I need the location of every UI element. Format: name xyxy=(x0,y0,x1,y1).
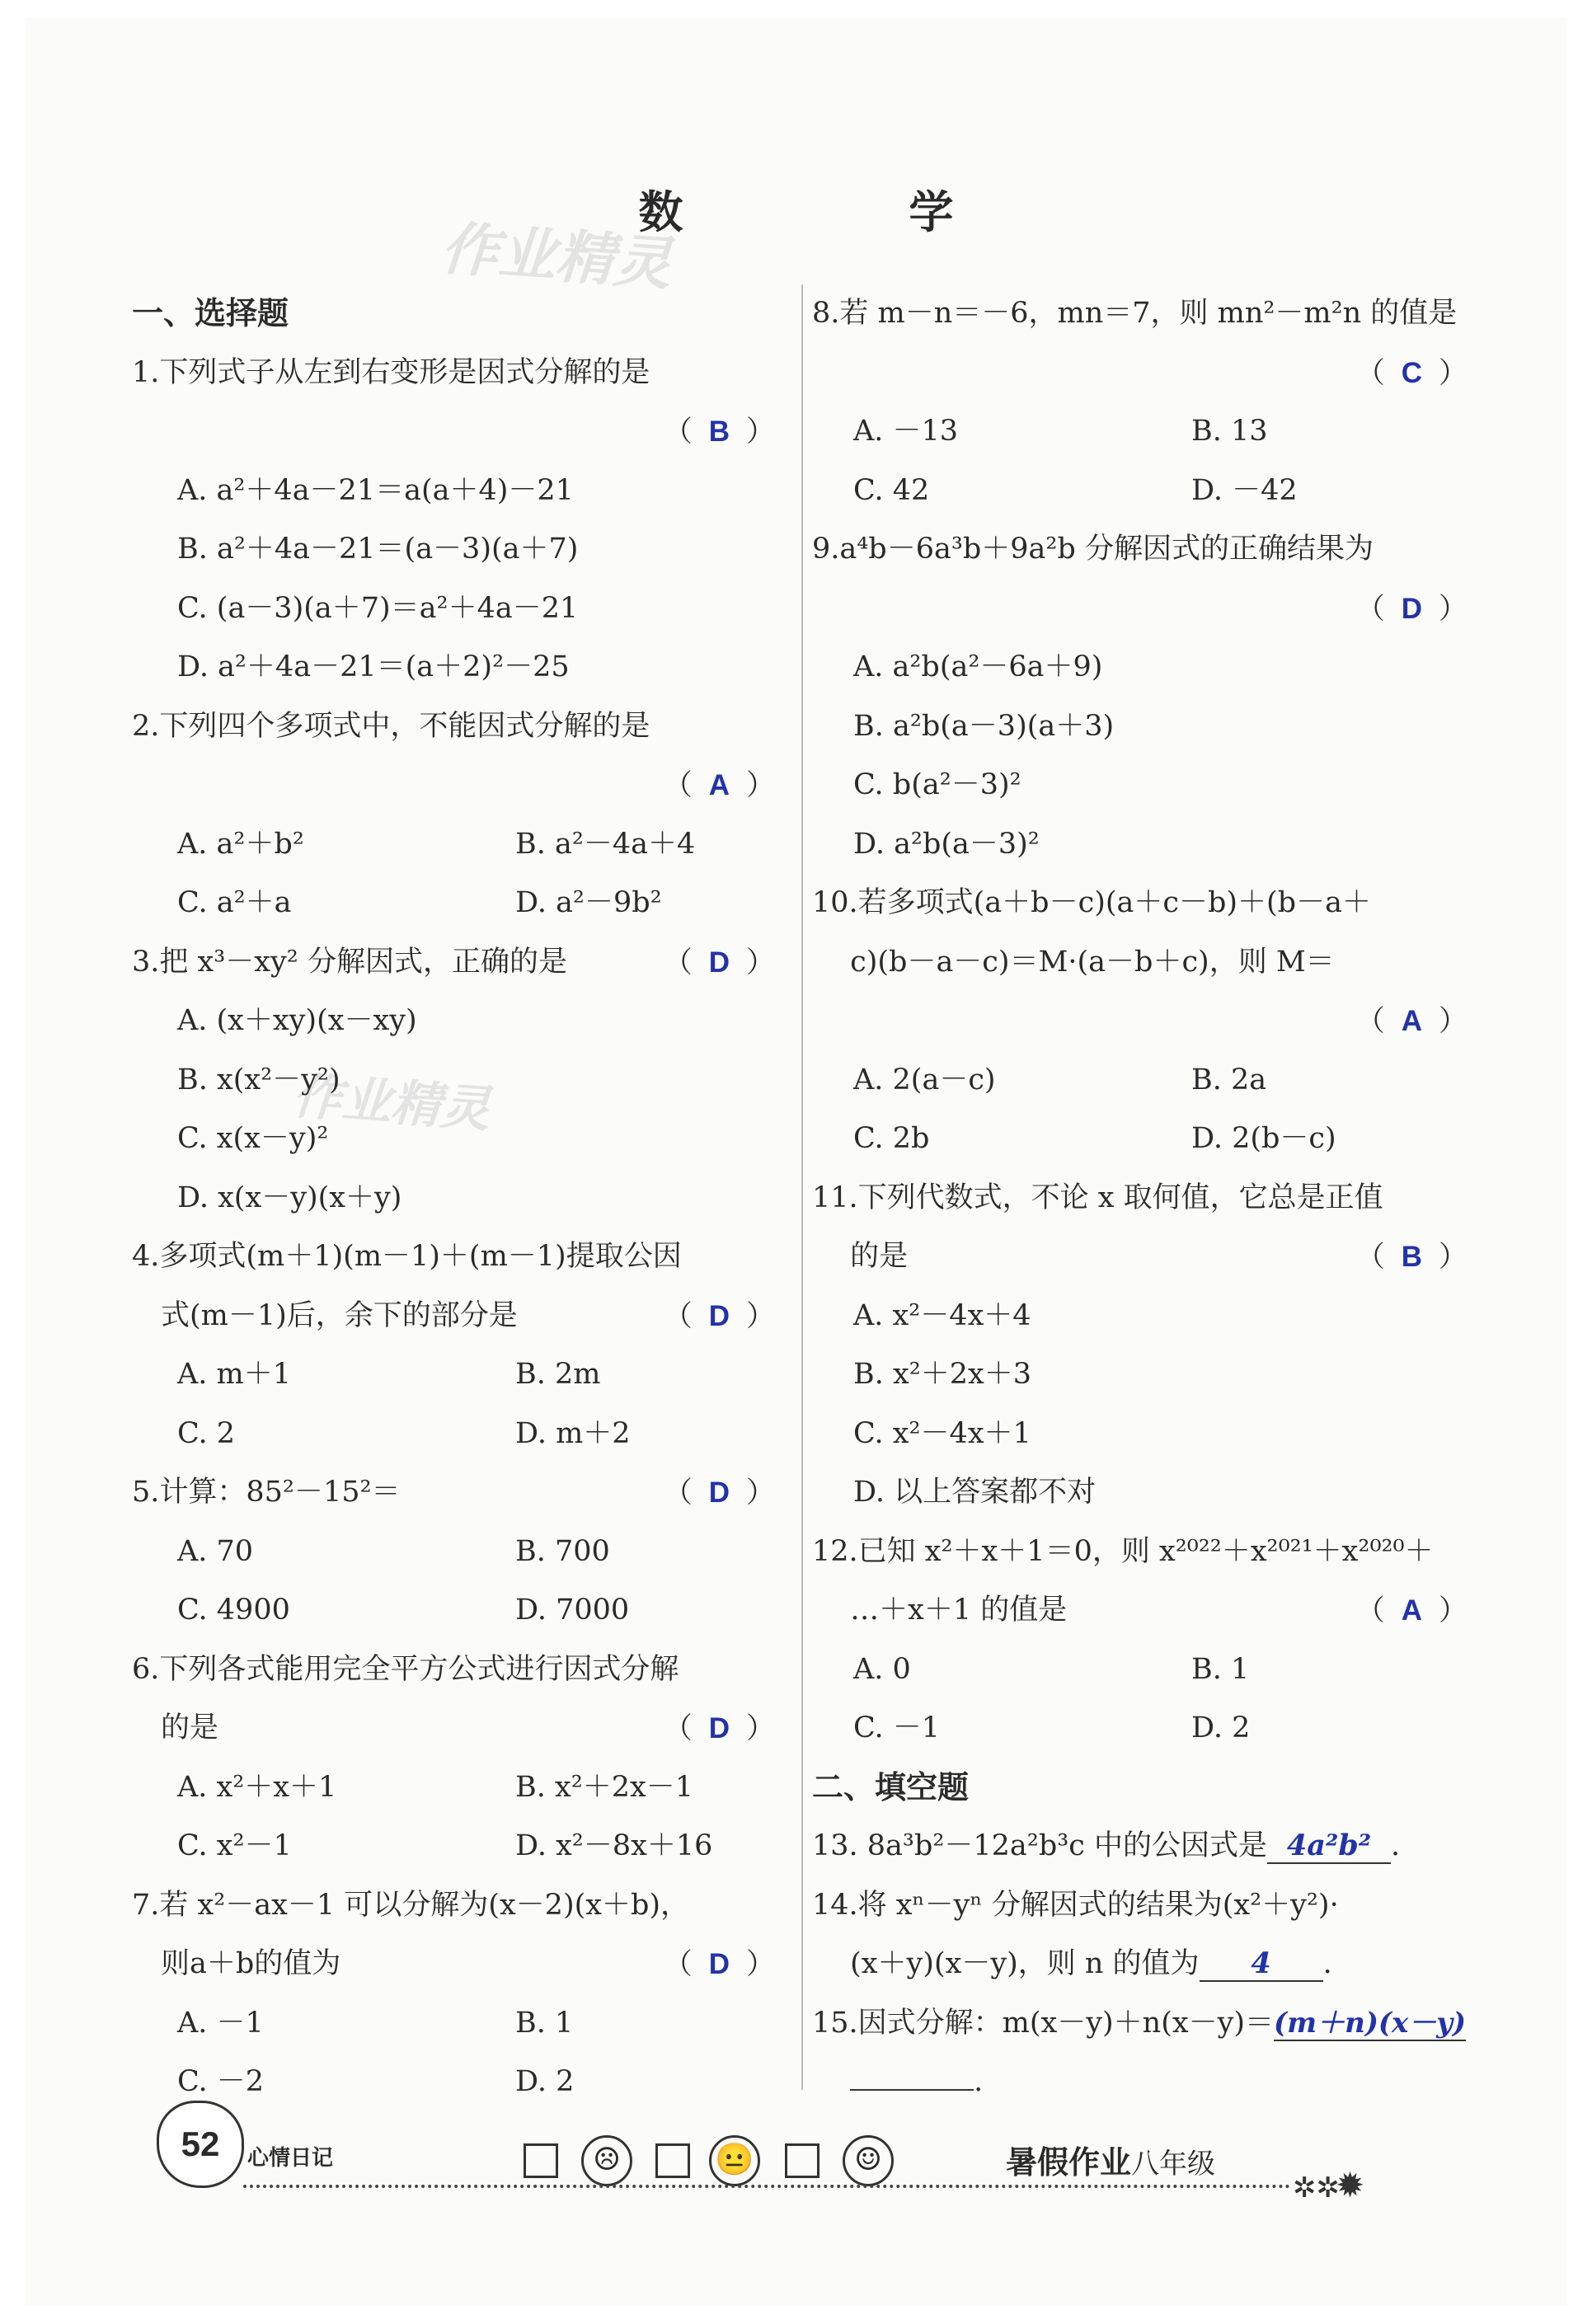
option-row xyxy=(812,462,1484,521)
option-row xyxy=(812,1405,1484,1464)
option-row xyxy=(812,1287,1484,1346)
fill-blank-row xyxy=(812,1994,1484,2054)
option-left: C. －2 xyxy=(177,2065,265,2098)
option-right: D. 7000 xyxy=(515,1594,630,1627)
question-text xyxy=(132,344,791,403)
option: C. b(a²－3)² xyxy=(853,768,1021,801)
option-row xyxy=(132,874,791,933)
question-line: 9.a⁴b－6a³b＋9a²b 分解因式的正确结果为 xyxy=(812,533,1374,566)
right-column xyxy=(812,284,1484,2112)
answer-line xyxy=(812,580,1484,639)
option-row xyxy=(132,1994,791,2054)
option-right: B. a²－4a＋4 xyxy=(515,827,696,861)
answer-bracket: （A ） xyxy=(1355,1594,1484,1627)
answer-bracket: （D ） xyxy=(1355,592,1484,626)
option-right: D. 2 xyxy=(1191,1711,1251,1744)
question-text xyxy=(812,520,1484,580)
option: D. 以上答案都不对 xyxy=(853,1476,1097,1509)
question-line: 则a＋b的值为 xyxy=(132,1947,341,1980)
option-row xyxy=(812,756,1484,815)
option: A. a²b(a²－6a＋9) xyxy=(853,650,1103,683)
option-row xyxy=(812,1051,1484,1110)
option-row xyxy=(812,1110,1484,1169)
page-number: 52 xyxy=(181,2124,220,2163)
option-row xyxy=(132,638,791,697)
answer-choice: A xyxy=(1401,1594,1422,1627)
answer-bracket: （A ） xyxy=(663,769,791,802)
option-row xyxy=(132,462,791,521)
option-right: B. 2a xyxy=(1191,1063,1267,1096)
question-line: 3.把 x³－xy² 分解因式，正确的是 xyxy=(132,945,567,979)
option-left: C. －1 xyxy=(853,1711,941,1744)
answer-blank: 4a²b² xyxy=(1267,1829,1391,1864)
option-right: B. 2m xyxy=(515,1358,601,1391)
answer-bracket: （A ） xyxy=(1355,1005,1484,1038)
neutral-face-icon: 😐 xyxy=(709,2135,760,2186)
option-row xyxy=(132,520,791,580)
answer-line xyxy=(812,344,1484,403)
option-left: C. 2 xyxy=(177,1416,236,1450)
question-text xyxy=(812,1876,1484,1936)
option-row xyxy=(132,2053,791,2112)
option-left: A. 70 xyxy=(177,1534,254,1568)
question-line: 14.将 xⁿ－yⁿ 分解因式的结果为(x²＋y²)· xyxy=(812,1888,1339,1922)
fill-text: (x＋y)(x－y)，则 n 的值为 xyxy=(812,1947,1200,1980)
question-text xyxy=(132,1699,791,1758)
question-line: 8.若 m－n＝－6，mn＝7，则 mn²－m²n 的值是 xyxy=(812,297,1458,330)
question-line: 11.下列代数式，不论 x 取何值，它总是正值 xyxy=(812,1181,1383,1214)
column-divider xyxy=(801,284,803,2090)
option-row xyxy=(812,815,1484,875)
answer-bracket: （B ） xyxy=(663,416,791,448)
option-row xyxy=(812,1463,1484,1523)
watermark-top: 作业精灵 xyxy=(439,214,674,298)
question-line: …＋x＋1 的值是 xyxy=(812,1594,1068,1627)
answer-choice: A xyxy=(1401,1005,1422,1037)
answer-choice: B xyxy=(708,416,730,448)
option-row xyxy=(132,1523,791,1582)
diary-label: 心情日记 xyxy=(247,2146,334,2171)
question-text xyxy=(132,1876,791,1936)
section-title: 二、填空题 xyxy=(812,1768,970,1805)
question-text xyxy=(812,874,1484,933)
option: C. (a－3)(a＋7)＝a²＋4a－21 xyxy=(177,591,579,625)
option-row xyxy=(812,1699,1484,1758)
answer-line xyxy=(132,402,791,462)
option-row xyxy=(132,1817,791,1876)
option-right: D. x²－8x＋16 xyxy=(515,1829,713,1862)
option-left: C. x²－1 xyxy=(177,1829,292,1862)
option-left: A. x²＋x＋1 xyxy=(177,1770,337,1804)
question-line: 6.下列各式能用完全平方公式进行因式分解 xyxy=(132,1652,679,1686)
option: B. a²＋4a－21＝(a－3)(a＋7) xyxy=(177,533,579,566)
answer-choice: A xyxy=(708,769,730,801)
footer-dotted-line xyxy=(243,2185,1290,2188)
option: C. x(x－y)² xyxy=(177,1122,329,1155)
question-line: 的是 xyxy=(812,1240,909,1273)
mood-checkbox-sad[interactable] xyxy=(524,2143,558,2178)
fill-end: . xyxy=(974,2065,984,2098)
option-row xyxy=(812,1345,1484,1405)
option-left: C. 2b xyxy=(853,1122,930,1155)
question-text xyxy=(812,284,1484,344)
question-text xyxy=(132,933,791,993)
option-left: A. a²＋b² xyxy=(177,827,304,861)
mood-checkbox-happy[interactable] xyxy=(785,2143,819,2178)
option: D. a²＋4a－21＝(a＋2)²－25 xyxy=(177,650,570,683)
option-row xyxy=(132,1405,791,1464)
question-text xyxy=(812,1169,1484,1228)
question-text xyxy=(812,933,1484,993)
answer-bracket: （D ） xyxy=(663,1477,791,1509)
question-line: c)(b－a－c)＝M·(a－b＋c)，则 M＝ xyxy=(812,945,1335,979)
left-column xyxy=(132,284,791,2112)
option-row xyxy=(132,992,791,1051)
answer-blank: (m＋n)(x－y) xyxy=(1274,2006,1467,2040)
option-left: C. a²＋a xyxy=(177,886,292,919)
option-row xyxy=(132,1110,791,1169)
option-row xyxy=(132,1758,791,1818)
question-line: 2.下列四个多项式中，不能因式分解的是 xyxy=(132,709,650,743)
option-right: B. 1 xyxy=(1191,1652,1250,1686)
fill-blank-row xyxy=(812,2053,1484,2112)
answer-choice: C xyxy=(1401,356,1422,389)
option-left: A. m＋1 xyxy=(177,1358,291,1391)
question-line: 1.下列式子从左到右变形是因式分解的是 xyxy=(132,355,650,389)
option-right: B. x²＋2x－1 xyxy=(515,1770,694,1804)
option-row xyxy=(812,1641,1484,1700)
question-text xyxy=(132,1463,791,1523)
answer-line xyxy=(812,992,1484,1051)
smile-face-icon: ☺ xyxy=(843,2135,894,2186)
option: B. x(x²－y²) xyxy=(177,1063,340,1096)
question-text xyxy=(132,1287,791,1346)
fill-text: 13. 8a³b²－12a²b³c 中的公因式是 xyxy=(812,1829,1267,1862)
answer-choice: D xyxy=(708,1948,730,1980)
watermark-middle: 作业精灵 xyxy=(290,1067,492,1139)
question-line: 7.若 x²－ax－1 可以分解为(x－2)(x＋b)， xyxy=(132,1888,690,1922)
question-text xyxy=(132,1228,791,1287)
question-line: 5.计算：85²－15²＝ xyxy=(132,1476,401,1509)
option: C. x²－4x＋1 xyxy=(853,1416,1031,1450)
option-row xyxy=(812,402,1484,462)
answer-bracket: （B ） xyxy=(1355,1241,1484,1274)
option-right: D. m＋2 xyxy=(515,1416,631,1450)
option-right: D. 2 xyxy=(515,2065,575,2098)
question-line: 10.若多项式(a＋b－c)(a＋c－b)＋(b－a＋ xyxy=(812,886,1371,919)
question-text xyxy=(812,1228,1484,1287)
question-text xyxy=(132,1935,791,1994)
option-row xyxy=(132,1169,791,1228)
section-heading xyxy=(132,284,791,344)
option-row xyxy=(132,815,791,875)
fill-text: 15.因式分解：m(x－y)＋n(x－y)＝ xyxy=(812,2006,1275,2040)
book-brand xyxy=(1006,2137,1215,2182)
answer-choice: D xyxy=(708,946,730,979)
option-row xyxy=(132,580,791,639)
answer-bracket: （D ） xyxy=(663,1712,791,1745)
answer-choice: D xyxy=(1401,592,1422,625)
question-line: 12.已知 x²＋x＋1＝0，则 x²⁰²²＋x²⁰²¹＋x²⁰²⁰＋ xyxy=(812,1534,1434,1568)
option: D. x(x－y)(x＋y) xyxy=(177,1181,402,1214)
option: D. a²b(a－3)² xyxy=(853,827,1040,861)
answer-bracket: （D ） xyxy=(663,1948,791,1981)
answer-bracket: （C ） xyxy=(1355,356,1484,390)
answer-choice: B xyxy=(1401,1241,1422,1273)
option-left: C. 42 xyxy=(853,473,930,507)
question-line: 式(m－1)后，余下的部分是 xyxy=(132,1298,518,1332)
option: A. x²－4x＋4 xyxy=(853,1298,1031,1332)
option-left: A. －1 xyxy=(177,2006,264,2040)
option: B. x²＋2x＋3 xyxy=(853,1358,1032,1391)
fill-blank-row xyxy=(812,1935,1484,1994)
option-right: D. 2(b－c) xyxy=(1191,1122,1336,1155)
option-left: A. 2(a－c) xyxy=(853,1063,996,1096)
option-row xyxy=(132,1051,791,1110)
question-line: 4.多项式(m＋1)(m－1)＋(m－1)提取公因 xyxy=(132,1240,682,1273)
sun-icon: ✹ xyxy=(1336,2165,1365,2205)
option: B. a²b(a－3)(a＋3) xyxy=(853,709,1115,743)
option-row xyxy=(812,638,1484,697)
fill-blank-row xyxy=(812,1817,1484,1876)
option-row xyxy=(812,697,1484,757)
option-right: D. －42 xyxy=(1191,473,1298,507)
question-text xyxy=(132,1641,791,1700)
answer-blank xyxy=(850,2089,974,2091)
option-right: B. 1 xyxy=(515,2006,574,2040)
option-row xyxy=(132,1345,791,1405)
answer-choice: D xyxy=(708,1477,730,1509)
option-left: C. 4900 xyxy=(177,1594,290,1627)
page-title: 数 学 xyxy=(638,186,1045,238)
brand-name: 暑假作业 xyxy=(1006,2144,1132,2181)
option-left: A. 0 xyxy=(853,1652,911,1686)
answer-blank: 4 xyxy=(1200,1947,1323,1982)
option: A. a²＋4a－21＝a(a＋4)－21 xyxy=(177,473,574,507)
option-right: B. 13 xyxy=(1191,415,1268,448)
option: A. (x＋xy)(x－xy) xyxy=(177,1004,417,1037)
question-text xyxy=(812,1523,1484,1582)
sad-face-icon: ☹ xyxy=(581,2135,632,2186)
answer-bracket: （D ） xyxy=(663,1299,791,1333)
question-line: 的是 xyxy=(132,1711,219,1744)
section-title: 一、选择题 xyxy=(132,295,289,331)
option-left: A. －13 xyxy=(853,415,959,448)
mood-checkbox-neutral[interactable] xyxy=(655,2143,690,2178)
section-heading xyxy=(812,1758,1484,1818)
answer-choice: D xyxy=(708,1712,730,1744)
answer-line xyxy=(132,756,791,815)
option-right: B. 700 xyxy=(515,1534,610,1568)
option-right: D. a²－9b² xyxy=(515,886,662,919)
fill-end: . xyxy=(1322,1947,1332,1980)
question-text xyxy=(132,697,791,757)
page-number-badge xyxy=(157,2101,244,2188)
fill-end: . xyxy=(1391,1829,1401,1862)
answer-bracket: （D ） xyxy=(663,946,791,979)
answer-choice: D xyxy=(708,1299,730,1332)
question-text xyxy=(812,1581,1484,1641)
sparkle-icon: ✲✲ xyxy=(1293,2171,1340,2204)
fill-text xyxy=(812,2065,850,2098)
grade-label: 八年级 xyxy=(1131,2148,1216,2181)
option-row xyxy=(132,1581,791,1641)
